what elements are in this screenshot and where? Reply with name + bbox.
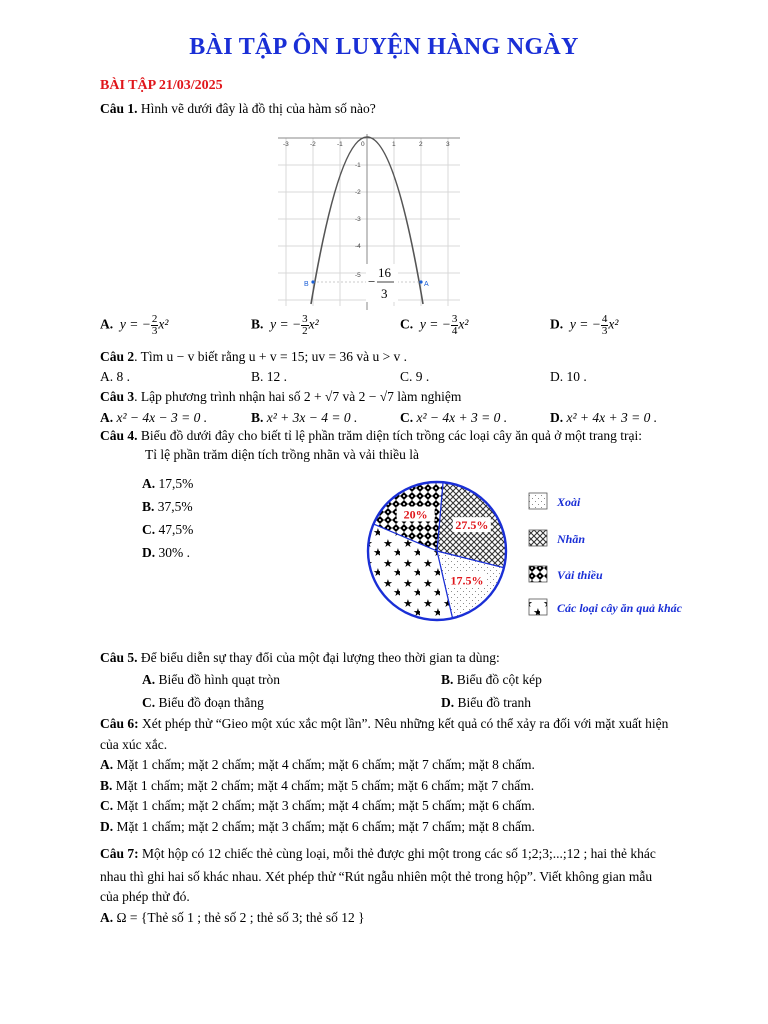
- q7-option-a[interactable]: A. Ω = {Thẻ số 1 ; thẻ số 2 ; thẻ số 3; thẻ số 12 }: [100, 910, 365, 925]
- q3-option-c[interactable]: C. x² − 4x + 3 = 0 .: [400, 410, 508, 425]
- q2-option-a[interactable]: A. 8 .: [100, 369, 130, 384]
- x-tick: -2: [310, 141, 316, 148]
- q4-option-c[interactable]: C. 47,5%: [142, 522, 194, 537]
- question-6: Câu 6: Xét phép thử “Gieo một xúc xắc một lần”. Nêu những kết quả có thể xảy ra đối với mặt xuất hiện: [100, 716, 669, 731]
- y-tick: -3: [355, 216, 361, 223]
- q5-option-b[interactable]: B. Biểu đồ cột kép: [441, 672, 542, 687]
- legend-vai-thieu-swatch: [529, 566, 547, 582]
- point-a: [419, 280, 422, 283]
- q6-option-d[interactable]: D. Mặt 1 chấm; mặt 2 chấm; mặt 3 chấm; mặt 6 chấm; mặt 7 chấm; mặt 8 chấm.: [100, 819, 535, 834]
- point-b: [311, 280, 314, 283]
- y-tick: -1: [355, 162, 361, 169]
- parabola-graph: [278, 134, 460, 310]
- legend-xoai-swatch: [529, 493, 547, 509]
- q1-option-d[interactable]: D. y = − $\frac{4}{3}$ x²: [550, 313, 619, 337]
- legend-xoai-label: Xoài: [557, 495, 581, 509]
- q3-option-d[interactable]: D. x² + 4x + 3 = 0 .: [550, 410, 658, 425]
- slice-label: 27.5%: [455, 518, 489, 533]
- q1-option-c[interactable]: C. y = − $\frac{3}{4}$ x²: [400, 313, 469, 337]
- question-5: Câu 5. Để biểu diễn sự thay đổi của một đại lượng theo thời gian ta dùng:: [100, 650, 500, 665]
- slice-label: 20%: [403, 507, 428, 522]
- y-tick: -5: [355, 272, 361, 279]
- exercise-date: BÀI TẬP 21/03/2025: [100, 78, 223, 93]
- fraction-denominator: 3: [381, 286, 388, 301]
- x-tick: -3: [283, 141, 289, 148]
- q5-option-c[interactable]: C. Biểu đồ đoạn thẳng: [142, 695, 264, 710]
- point-a-label: A: [424, 281, 429, 288]
- question-1-text: Hình vẽ dưới đây là đồ thị của hàm số nào?: [137, 101, 376, 116]
- question-7-cont-2: của phép thử đó.: [100, 889, 190, 904]
- x-tick: 2: [419, 141, 423, 148]
- y-tick: -4: [355, 243, 361, 250]
- legend-vai-thieu-label: Vải thiều: [557, 568, 603, 582]
- q2-option-c[interactable]: C. 9 .: [400, 369, 430, 384]
- x-tick: -1: [337, 141, 343, 148]
- q3-option-b[interactable]: B. x² + 3x − 4 = 0 .: [251, 410, 358, 425]
- q6-option-c[interactable]: C. Mặt 1 chấm; mặt 2 chấm; mặt 3 chấm; mặt 4 chấm; mặt 5 chấm; mặt 6 chấm.: [100, 798, 535, 813]
- legend-nhan-label: Nhãn: [557, 532, 586, 546]
- q5-option-d[interactable]: D. Biểu đồ tranh: [441, 695, 531, 710]
- slice-label: 17.5%: [450, 573, 484, 588]
- legend-khac-label: Các loại cây ăn quả khác: [557, 601, 682, 615]
- q2-option-d[interactable]: D. 10 .: [550, 369, 587, 384]
- question-7: Câu 7: Một hộp có 12 chiếc thẻ cùng loại, mỗi thẻ được ghi một trong các số 1;2;3;...;12 ; hai thẻ khác: [100, 846, 656, 861]
- question-1-label: Câu 1.: [100, 101, 138, 116]
- question-4: Câu 4. Biểu đồ dưới đây cho biết tỉ lệ phần trăm diện tích trồng các loại cây ăn quả ở một trang trại:: [100, 428, 642, 443]
- q3-option-a[interactable]: A. x² − 4x − 3 = 0 .: [100, 410, 208, 425]
- legend-nhan-swatch: [529, 530, 547, 546]
- question-6-cont: của xúc xắc.: [100, 737, 168, 752]
- q6-option-a[interactable]: A. Mặt 1 chấm; mặt 2 chấm; mặt 4 chấm; mặt 6 chấm; mặt 7 chấm; mặt 8 chấm.: [100, 757, 535, 772]
- q6-option-b[interactable]: B. Mặt 1 chấm; mặt 2 chấm; mặt 4 chấm; mặt 5 chấm; mặt 6 chấm; mặt 7 chấm.: [100, 778, 535, 793]
- q1-option-a[interactable]: A. y = − $\frac{2}{3}$ x²: [100, 313, 169, 337]
- question-7-cont-1: nhau thì ghi hai số khác nhau. Xét phép thử “Rút ngẫu nhiên một thẻ trong hộp”. Viết không gian mẫu: [100, 869, 653, 884]
- question-3: Câu 3. Lập phương trình nhận hai số 2 + √7 và 2 − √7 làm nghiệm: [100, 389, 462, 404]
- fraction-numerator: 16: [378, 265, 391, 280]
- pie-chart: [360, 476, 710, 636]
- question-2: Câu 2. Tìm u − v biết rằng u + v = 15; uv = 36 và u > v .: [100, 349, 408, 364]
- x-tick: 0: [361, 141, 365, 148]
- q1-option-b[interactable]: B. y = − $\frac{3}{2}$ x²: [251, 313, 319, 337]
- q4-option-a[interactable]: A. 17,5%: [142, 476, 194, 491]
- x-tick: 3: [446, 141, 450, 148]
- minus-sign: −: [368, 274, 376, 289]
- q4-option-b[interactable]: B. 37,5%: [142, 499, 193, 514]
- question-4-sub: Tỉ lệ phần trăm diện tích trồng nhãn và vải thiều là: [145, 447, 420, 462]
- y-tick: -2: [355, 189, 361, 196]
- legend-khac-swatch: [529, 599, 547, 615]
- x-tick: 1: [392, 141, 396, 148]
- q4-option-d[interactable]: D. 30% .: [142, 545, 190, 560]
- q5-option-a[interactable]: A. Biểu đồ hình quạt tròn: [142, 672, 280, 687]
- question-1: [100, 101, 376, 117]
- page-title: BÀI TẬP ÔN LUYỆN HÀNG NGÀY: [189, 34, 579, 60]
- point-b-label: B: [304, 281, 309, 288]
- q2-option-b[interactable]: B. 12 .: [251, 369, 288, 384]
